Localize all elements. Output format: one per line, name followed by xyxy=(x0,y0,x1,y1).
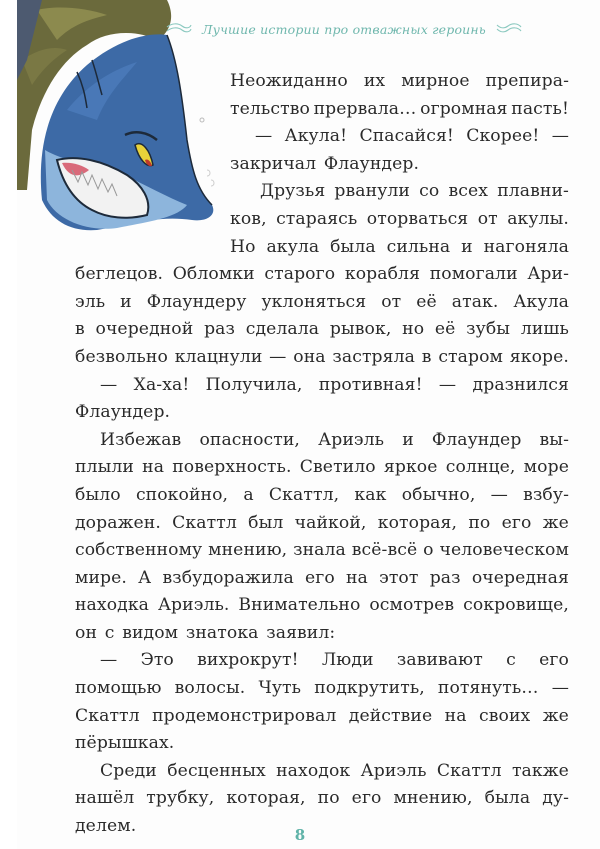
text-line: Скаттл продемонстрировал действие на своих же xyxy=(75,705,569,726)
text-line: Флаундер. xyxy=(75,402,171,423)
text-line: пёрышках. xyxy=(75,733,175,754)
text-line: нашёл трубку, которая, по его мнению, была ду- xyxy=(75,788,569,809)
running-header xyxy=(166,18,586,40)
story-text xyxy=(75,68,569,841)
text-line: плыли на поверхность. Светило яркое солнце, море xyxy=(75,457,569,478)
text-line: — Ха-ха! Получила, противная! — дразнился xyxy=(100,374,569,395)
text-line: Неожиданно их мирное препира- xyxy=(230,71,569,91)
page-margin xyxy=(0,0,17,849)
text-line: — Акула! Спасайся! Скорее! — xyxy=(255,126,569,147)
text-line: безвольно клацнули — она застряла в старом якоре. xyxy=(75,346,569,367)
text-line: собственному мнению, знала всё-всё о человеческом xyxy=(75,540,569,561)
text-line: закричал Флаундер. xyxy=(230,153,420,174)
wave-flourish-icon xyxy=(166,22,192,36)
text-line: в очередной раз сделала рывок, но её зубы лишь xyxy=(75,319,569,340)
text-line: Друзья рванули со всех плавни- xyxy=(260,181,569,202)
running-title: Лучшие истории про отважных героинь xyxy=(202,21,486,37)
text-line: находка Ариэль. Внимательно осмотрев сокровище, xyxy=(75,595,569,616)
text-line: доражен. Скаттл был чайкой, которая, по его же xyxy=(75,512,569,533)
text-line: Среди бесценных находок Ариэль Скаттл также xyxy=(100,760,569,781)
text-line: — Это вихрокрут! Люди завивают с его xyxy=(100,650,569,671)
text-line: было спокойно, а Скаттл, как обычно, — взбу- xyxy=(75,484,569,505)
text-line: тельство прервала… огромная пасть! xyxy=(230,98,569,119)
text-line: ков, стараясь оторваться от акулы. xyxy=(230,208,569,229)
text-line: он с видом знатока заявил: xyxy=(75,622,336,643)
text-line: Избежав опасности, Ариэль и Флаундер вы- xyxy=(100,429,569,450)
text-line: эль и Флаундеру уклоняться от её атак. Акула xyxy=(75,291,569,312)
text-line: делем. xyxy=(75,816,137,837)
text-line: мире. А взбудоражила его на этот раз очередная xyxy=(75,567,569,588)
wave-flourish-icon xyxy=(496,22,522,36)
text-line: беглецов. Обломки старого корабля помогали Ари- xyxy=(75,264,569,285)
page-number: 8 xyxy=(294,826,306,844)
text-line: помощью волосы. Чуть подкрутить, потянуть… — xyxy=(75,678,569,699)
text-line: Но акула была сильна и нагоняла xyxy=(230,236,569,257)
